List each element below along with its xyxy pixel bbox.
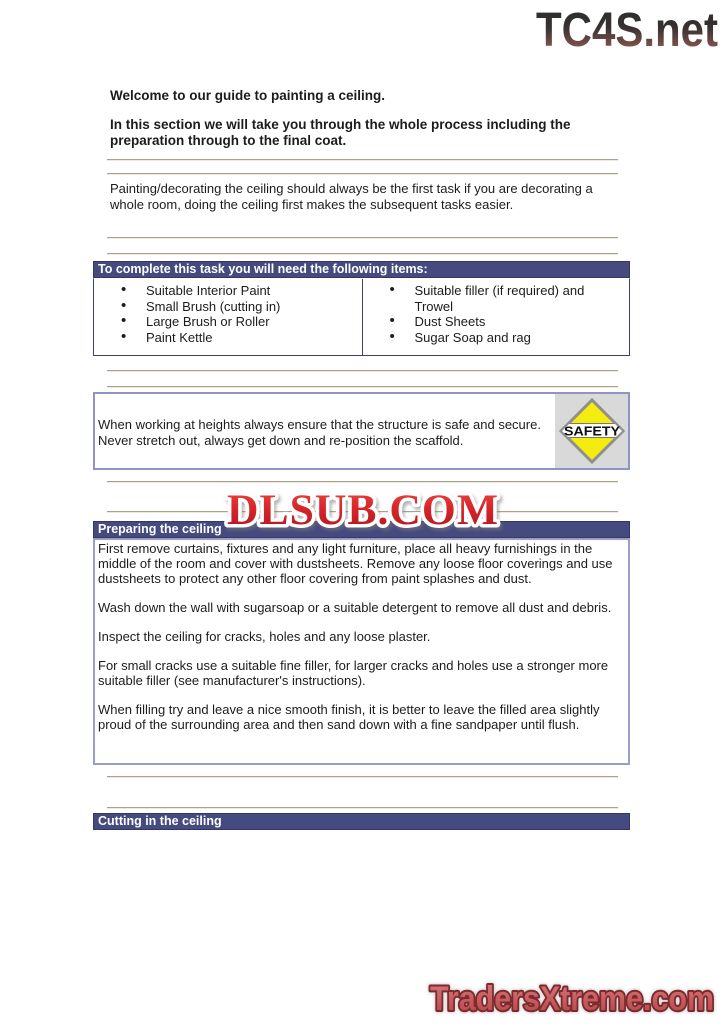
list-item: • Small Brush (cutting in) (94, 299, 362, 315)
items-column-left (94, 279, 363, 355)
section-header-preparing: Preparing the ceiling (93, 521, 630, 538)
safety-icon-label: SAFETY (563, 424, 621, 439)
preparing-section-body (93, 538, 630, 765)
section-header-cutting: Cutting in the ceiling (93, 813, 630, 830)
watermark-bottom-text: TradersXtreme.com (430, 980, 714, 1018)
watermark-middle (163, 483, 563, 542)
list-item: • Large Brush or Roller (94, 314, 362, 330)
paragraph: For small cracks use a suitable fine filler, for larger cracks and holes use a stronger more suitable filler (see manufacturer's instructions). (98, 658, 609, 688)
intro-heading-1: Welcome to our guide to painting a ceiling. (110, 88, 386, 103)
tradersxtreme-logo-icon (418, 976, 718, 1022)
items-column-right (363, 279, 630, 355)
watermark-top-text: TC4S.net (536, 4, 719, 56)
intro-heading-2: In this section we will take you through the whole process including the preparation through to the final coat. (110, 117, 571, 148)
paragraph: When filling try and leave a nice smooth finish, it is better to leave the filled area slightly proud of the surrounding area and then sand down with a fine sandpaper until flush. (98, 702, 600, 732)
paragraph: First remove curtains, fixtures and any light furniture, place all heavy furnishings in the middle of the room and cover with dustsheets. Remove any loose floor coverings and use dustsheets to protect any other floor covering from paint splashes and dust. (98, 541, 613, 586)
divider-rule (107, 159, 618, 161)
list-item: • Paint Kettle (94, 330, 362, 346)
divider-rule (107, 173, 618, 175)
items-needed-body (93, 278, 630, 356)
items-needed-table (93, 261, 630, 356)
watermark-bottom (418, 976, 718, 1027)
intro-paragraph: Painting/decorating the ceiling should always be the first task if you are decorating a whole room, doing the ceiling first makes the subsequent tasks easier. (110, 181, 593, 212)
divider-rule (107, 253, 618, 255)
watermark-middle-text: DLSUB.COM (227, 487, 499, 534)
list-item: • Sugar Soap and rag (363, 330, 630, 346)
safety-warning-box (93, 392, 630, 470)
list-item: • Dust Sheets (363, 314, 630, 330)
divider-rule (107, 776, 618, 778)
list-item: • Suitable Interior Paint (94, 283, 362, 299)
tc4s-logo-icon (514, 4, 724, 56)
watermark-top (514, 4, 724, 61)
divider-rule (107, 370, 618, 372)
list-item: • Suitable filler (if required) and Trowel (363, 283, 630, 314)
dlsub-logo-icon (163, 483, 563, 537)
divider-rule (107, 386, 618, 388)
paragraph: Inspect the ceiling for cracks, holes and any loose plaster. (98, 629, 431, 644)
divider-rule (107, 237, 618, 239)
paragraph: Wash down the wall with sugarsoap or a suitable detergent to remove all dust and debris. (98, 600, 612, 615)
safety-icon-cell (555, 394, 628, 468)
items-needed-header: To complete this task you will need the following items: (93, 261, 630, 278)
divider-rule (107, 807, 618, 809)
safety-diamond-icon (559, 398, 625, 464)
safety-warning-text: When working at heights always ensure that the structure is safe and secure. Never stretch out, always get down and re-position the scaffold. (98, 417, 541, 448)
